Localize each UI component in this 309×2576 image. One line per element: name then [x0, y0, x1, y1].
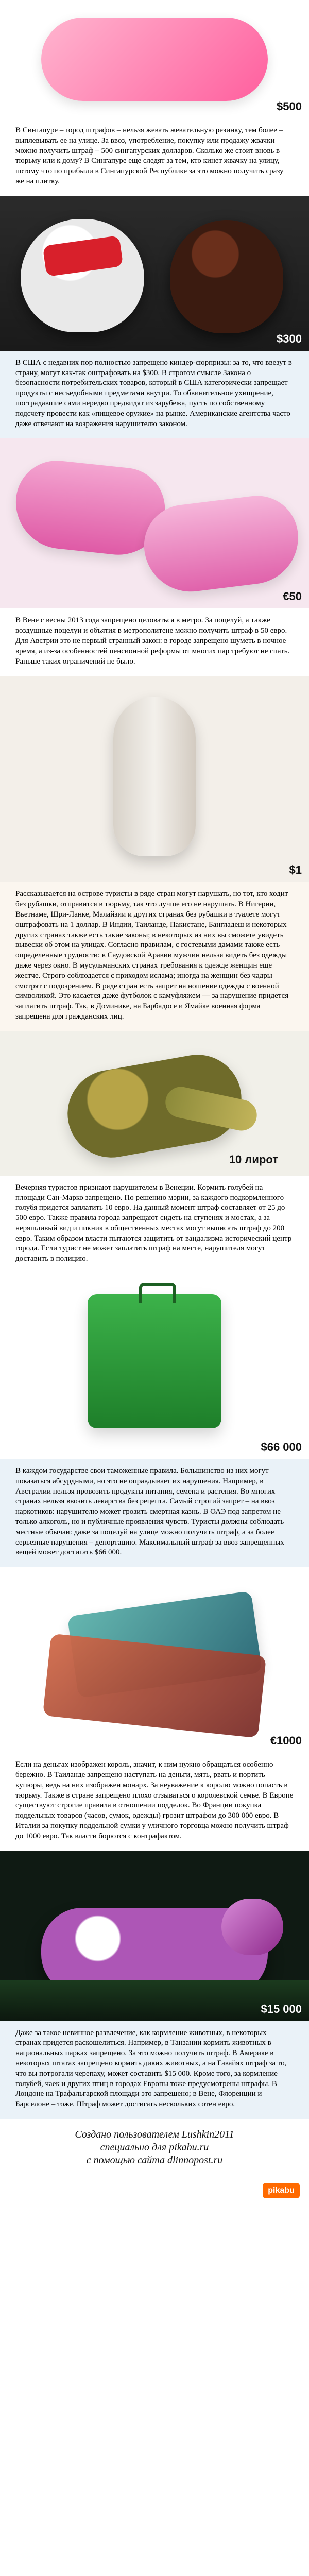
pigeon-photo-panel [0, 1031, 309, 1176]
gum-photo-panel [0, 0, 309, 118]
lips-photo-panel [0, 438, 309, 608]
price-badge: €50 [283, 590, 302, 603]
handle-icon [139, 1283, 176, 1303]
price-badge: $66 000 [261, 1440, 302, 1454]
suitcase-icon [88, 1294, 221, 1428]
price-badge: $1 [289, 863, 302, 877]
kinder-egg-photo-panel [0, 196, 309, 351]
section-text: Рассказывается на острове туристы в ряде стран могут нарушать, но тот, кто ходит без рубашки, отправится в тюрьму, так что лучше его не нарушать. В Нигерии, Вьетнаме, Шри-Ланке, Малайзии и других странах без рубашки в туалете могут оштрафовать на 1 доллар. В Индии, Таиланде, Пакистане, Бангладеш и некоторых других странах также есть такие законы; в некоторых из них вы сможете увидеть вывески об этом на улицах. Согласно правилам, с гостевыми дамами также есть определенные трудности: в Саудовской Аравии мужчин нельзя видеть без одежды даже через окно. В мусульманских странах требования к одежде женщин еще жестче. Строго соблюдается с приходом ислама; иногда на женщин без чадры смотрят с подозрением. В ряде стран есть запрет на ношение одежды с военной символикой. Это касается даже футболок с камуфляжем — за нарушение придется заплатить штраф. Так, в Доминике, на Барбадосе и Ямайке военная форма запрещена для гражданских лиц. [0, 882, 309, 1031]
section-text: В Вене с весны 2013 года запрещено целоваться в метро. За поцелуй, а также воздушные поцелуи и объятия в метрополитене можно получить штраф в 50 евро. Для Австрии это не первый странный закон: в городе запрещено шуметь в ночное время, а из-за особенностей пенсионной реформы от многих пар требуют не спать. Раньше таких ограничений не было. [0, 608, 309, 676]
footer [0, 2119, 309, 2207]
footer-credits [0, 2119, 309, 2184]
cow-head-icon [221, 1899, 283, 1955]
section-text: В США с недавних пор полностью запрещено киндер-сюрпризы: за то, что ввезут в страну, могут как-так оштрафовать на $300. В строгом смысле Закона о безопасности потребительских товаров, который в США категорически запрещает продукты с несъедобными предметами внутри. То обвинительное ухищрение, пострадавшие сами нередко предвидят из зарубежа, пусть по собственному подсчету провести как «пищевое оружие» на рынке. Американские агентства часто даже отвечают на возражения нарушителю законом. [0, 351, 309, 439]
section-text: В Сингапуре – город штрафов – нельзя жевать жевательную резинку, тем более – выплевывать ее на улице. За ввоз, употребление, покупку или продажу жвачки можно получить штраф – 500 сингапурских долларов. Сколько же стоит вновь в тюрьму или к дому? В Сингапуре еще следят за тем, кто кинет жвачку на улицу, потому что по прибыли в Сингапурской Республике за это можно получить сразу же на плитку. [0, 118, 309, 196]
torso-icon [113, 697, 196, 856]
price-badge: 10 лирот [229, 1153, 278, 1166]
price-badge: $300 [277, 332, 302, 345]
credit-line: Создано пользователем Lushkin2011 [75, 2129, 234, 2140]
pikabu-logo: pikabu [263, 2183, 300, 2198]
section-text: Даже за такое невинное развлечение, как кормление животных, в некоторых странах придется раскошелиться. Например, в Танзании кормить животных в национальных парках запрещено. За это можно получить штраф. В Америке в некоторых штатах запрещено кормить диких животных, а на Гавайях штраф за то, что вы потрогали черепаху, может составить $15 000. Кроме того, за кормление голубей, чаек и других птиц в городах Европы тоже предусмотрены штрафы. В Лондоне на Трафальгарской площади это запрещено; в Вене, Флоренции и Барселоне – тоже. Штраф может достигать нескольких сотен евро. [0, 2021, 309, 2119]
section-text: В каждом государстве свои таможенные правила. Большинство из них могут показаться абсурдными, но это не оправдывает их нарушения. Например, в Австралии нельзя провозить продукты питания, семена и растения. Во многих странах нельзя ввозить лекарства без рецепта. Самый строгий запрет – на ввоз наркотиков: нарушителю может грозить смертная казнь. В ОАЭ под запретом не только алкоголь, но и публичные проявления чувств. Туристы должны соблюдать местные обычаи: даже за поцелуй на улице можно получить штраф, а за более серьезные нарушения – депортацию. Максимальный штраф за ввоз запрещенных вещей может достигать $66 000. [0, 1459, 309, 1567]
section-text: Вечерняя туристов признают нарушителем в Венеции. Кормить голубей на площади Сан-Марко запрещено. По решению мэрии, за каждого подкормленного голубя придется заплатить 10 евро. На данный момент штраф составляет от 25 до 500 евро. Также правила города запрещают сидеть на ступенях и мостах, а за неряшливый вид и пикник в общественных местах могут выписать штраф до 200 евро. Таким образом власти пытаются защитить от вандализма исторический центр города. Если турист не может заплатить штраф на месте, нарушителя могут доставить в полицию. [0, 1176, 309, 1274]
credit-line: с помощью сайта dlinnopost.ru [86, 2155, 223, 2166]
egg-icon [21, 219, 144, 332]
price-badge: $500 [277, 100, 302, 113]
cow-photo-panel [0, 1851, 309, 2021]
money-photo-panel [0, 1567, 309, 1753]
price-badge: $15 000 [261, 2002, 302, 2015]
price-badge: €1000 [270, 1734, 302, 1748]
torso-photo-panel [0, 676, 309, 882]
chocolate-egg-icon [170, 220, 283, 333]
section-text: Если на деньгах изображен король, значит, к ним нужно обращаться особенно бережно. В Таиланде запрещено наступать на деньги, мять, рвать и портить купюры, ведь на них изображен монарх. За неуважение к королю можно попасть в тюрьму. Также в стране запрещено плохо отзываться о королевской семье. В Европе существуют строгие правила в отношении подделок. Во Франции покупка поддельных товаров (часов, сумок, одежды) грозит штрафом до 300 000 евро. В Италии за покупку поддельной сумки у уличного торговца можно получить штраф до 1000 евро. Так власти борются с контрафактом. [0, 1753, 309, 1851]
suitcase-photo-panel [0, 1274, 309, 1459]
gum-icon [41, 18, 268, 101]
credit-line: специально для pikabu.ru [100, 2142, 209, 2153]
